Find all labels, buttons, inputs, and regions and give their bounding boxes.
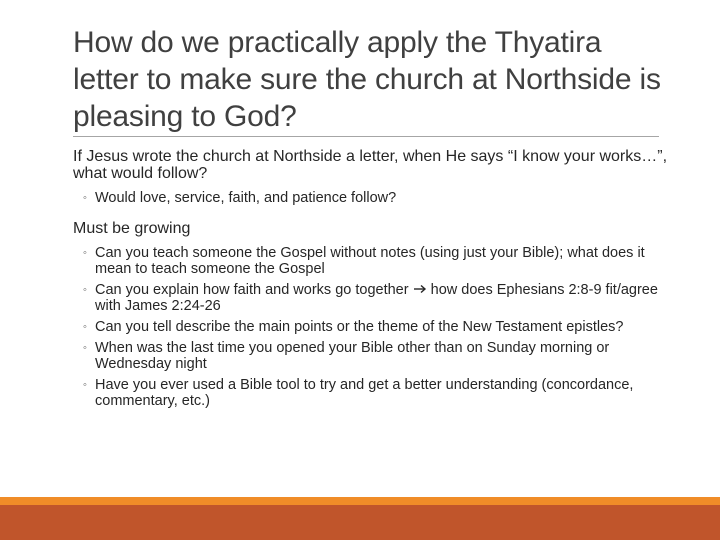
list-item-text: Can you explain how faith and works go together (95, 282, 409, 298)
list-item: ◦ Can you teach someone the Gospel without notes (using just your Bible); what does it mean to teach someone the Gospel (83, 245, 673, 277)
list-item: ◦ Can you tell describe the main points or the theme of the New Testament epistles? (83, 319, 673, 335)
list-item-text-continued: how does Ephesians 2:8-9 fit/agree with James 2:24-26 (95, 282, 658, 314)
slide-body (73, 148, 673, 414)
title-divider (73, 136, 659, 137)
section-heading-2: Must be growing (73, 220, 191, 237)
list-item: ◦ Would love, service, faith, and patience follow? (83, 190, 673, 206)
bullet-list-1 (83, 190, 673, 206)
footer-accent-band (0, 505, 720, 540)
list-item: ◦ Have you ever used a Bible tool to try and get a better understanding (concordance, commentary, etc.) (83, 377, 673, 409)
slide-title: How do we practically apply the Thyatira letter to make sure the church at Northside is pleasing to God? (73, 26, 661, 133)
list-item (83, 282, 673, 314)
arrow-right-icon (413, 282, 427, 298)
bullet-list-2 (83, 245, 673, 409)
section-heading-1: If Jesus wrote the church at Northside a letter, when He says “I know your works…”, what would follow? (73, 148, 668, 182)
list-item: ◦ When was the last time you opened your Bible other than on Sunday morning or Wednesday night (83, 340, 673, 372)
footer-accent-stripe (0, 497, 720, 505)
